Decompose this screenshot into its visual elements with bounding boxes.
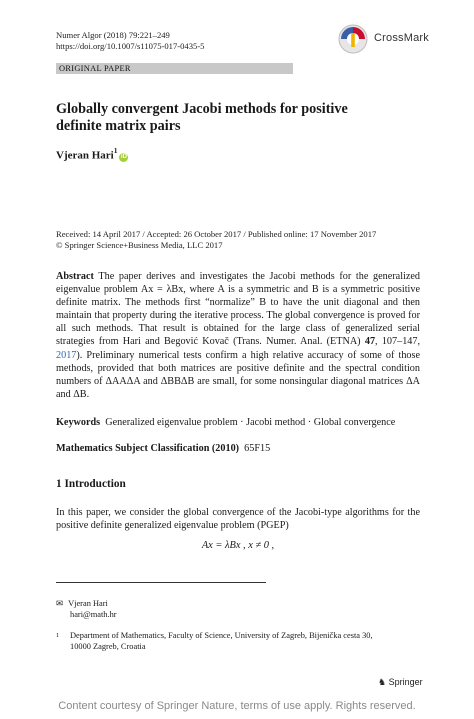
corresponding-author <box>56 598 117 620</box>
msc-classification <box>56 442 420 455</box>
doi-link[interactable]: https://doi.org/10.1007/s11075-017-0435-5 <box>56 41 205 51</box>
dates-line: Received: 14 April 2017 / Accepted: 26 October 2017 / Published online: 17 November 2017 <box>56 229 377 239</box>
journal-line: Numer Algor (2018) 79:221–249 <box>56 30 170 40</box>
intro-paragraph: In this paper, we consider the global convergence of the Jacobi-type algorithms for the positive definite generalized eigenvalue problem (PGEP) <box>56 507 420 532</box>
abstract-pages: , 107–147, <box>375 336 421 348</box>
abstract <box>56 270 420 401</box>
section-heading: 1 Introduction <box>56 478 126 490</box>
abstract-label: Abstract <box>56 271 94 282</box>
footnote-name: Vjeran Hari <box>68 599 108 608</box>
footnote-email[interactable]: hari@math.hr <box>70 610 117 619</box>
author-line <box>56 147 128 162</box>
publisher-name: Springer <box>388 677 423 687</box>
affiliation-number: 1 <box>56 632 60 639</box>
footnote-divider <box>56 582 266 583</box>
author-affiliation-mark: 1 <box>113 146 118 155</box>
journal-citation <box>56 30 204 52</box>
crossmark-icon <box>338 24 368 54</box>
author-name[interactable]: Vjeran Hari <box>56 149 114 162</box>
reference-link[interactable]: 2017 <box>56 349 77 361</box>
crossmark-badge[interactable] <box>338 24 448 54</box>
affiliation-line-1: Department of Mathematics, Faculty of Science, University of Zagreb, Bijenička cesta 30, <box>70 631 373 640</box>
affiliation-line-2: 10000 Zagreb, Croatia <box>70 642 146 651</box>
msc-code: 65F15 <box>244 443 271 454</box>
orcid-icon[interactable]: iD <box>120 153 127 160</box>
msc-label: Mathematics Subject Classification (2010) <box>56 443 240 454</box>
keywords <box>56 416 420 429</box>
keywords-text: Generalized eigenvalue problem · Jacobi method · Global convergence <box>105 417 396 428</box>
envelope-icon: ✉ <box>56 599 64 608</box>
courtesy-notice: Content courtesy of Springer Nature, terms of use apply. Rights reserved. <box>58 700 416 712</box>
abstract-text-1: The paper derives and investigates the Jacobi methods for the generalized eigenvalue problem Ax = λBx, where A is a symmetric and B is a symmetric positive definite matrix. The methods first “normalize” B to have the unit diagonal and then maintain that property during the iterative process. The global convergence is proved for all such methods. That result is obtained for the large class of generalized serial strategies from Hari and Begović Kovač (Trans. Numer. Anal. (ETNA) <box>56 271 420 348</box>
springer-horse-icon: ♞ <box>378 677 387 687</box>
abstract-volume: 47 <box>364 336 376 348</box>
paper-title: Globally convergent Jacobi methods for positive definite matrix pairs <box>56 101 348 134</box>
publication-dates <box>56 229 376 251</box>
keywords-label: Keywords <box>56 417 101 428</box>
crossmark-label: CrossMark <box>374 32 429 44</box>
copyright-line: © Springer Science+Business Media, LLC 2017 <box>56 240 223 250</box>
article-type: ORIGINAL PAPER <box>59 64 131 73</box>
abstract-text-2: ). Preliminary numerical tests confirm a high relative accuracy of some of those methods, provided that both matrices are positive definite and the spectral condition numbers of ΔAAΔA and ΔBBΔB are small, for some nonsingular diagonal matrices ΔA and ΔB. <box>56 349 420 400</box>
affiliation-footnote <box>56 630 420 652</box>
publisher-logo <box>378 677 423 688</box>
article-type-banner <box>56 63 293 74</box>
equation: Ax = λBx , x ≠ 0 , <box>201 540 275 551</box>
